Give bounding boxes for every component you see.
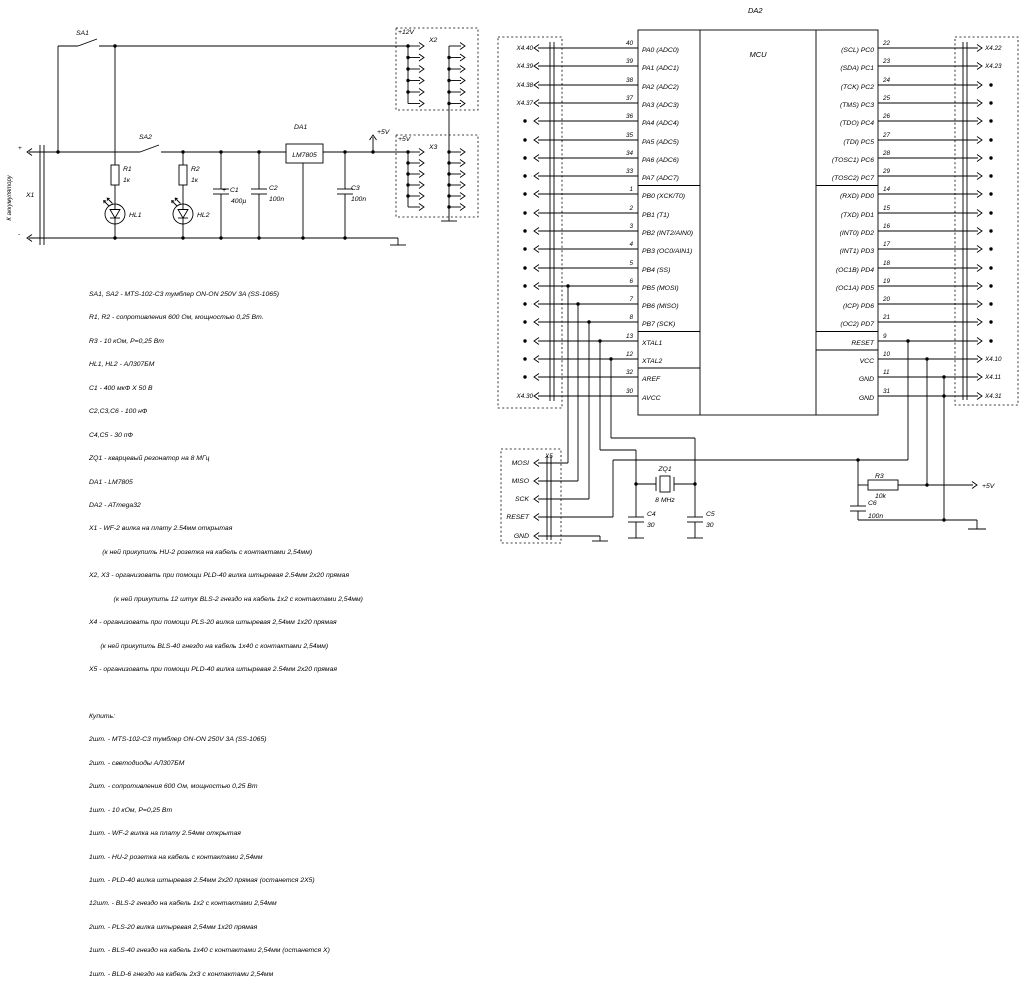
c1-plus: + bbox=[222, 187, 226, 194]
pin-number: 2 bbox=[629, 205, 633, 212]
parts-list-line: 1шт. - WF-2 вилка на плату 2.54мм открытая bbox=[89, 830, 241, 838]
pin-label: PA7 (ADC7) bbox=[642, 175, 679, 182]
pin-number: 30 bbox=[625, 388, 633, 395]
power-circuit-wires bbox=[27, 39, 410, 245]
pin-label: (SCL) PC0 bbox=[841, 47, 874, 54]
c4-value: 30 bbox=[647, 522, 655, 529]
pin-number: 36 bbox=[625, 113, 633, 120]
pin-label: (TXD) PD1 bbox=[840, 212, 874, 219]
x5-pin-label: SCK bbox=[515, 496, 529, 503]
c1-ref: C1 bbox=[230, 187, 239, 194]
x5-pin-label: MISO bbox=[511, 478, 529, 485]
parts-list-line: (к ней прикупить HU-2 розетка на кабель с контактами 2,54мм) bbox=[89, 548, 313, 556]
pin-number: 20 bbox=[883, 296, 891, 303]
parts-list-line: 2шт. - сопротивления 600 Ом, мощностью 0,25 Вт bbox=[89, 783, 258, 791]
pin-number: 39 bbox=[625, 58, 633, 65]
parts-list-line: 2шт. - светодиоды АЛ307БМ bbox=[89, 759, 185, 767]
hl1-ref: HL1 bbox=[129, 212, 142, 219]
parts-list-line: 1шт. - 10 кОм, P=0,25 Вт bbox=[89, 806, 173, 814]
parts-list-line: DA2 - ATmega32 bbox=[89, 501, 141, 509]
pin-number: 25 bbox=[883, 95, 891, 102]
pin-number: 7 bbox=[629, 296, 633, 303]
pin-number: 35 bbox=[625, 132, 633, 139]
parts-list-line: Купить: bbox=[89, 712, 115, 720]
parts-list-line: C2,C3,C6 - 100 нФ bbox=[89, 408, 148, 416]
pin-number: 4 bbox=[629, 241, 633, 248]
parts-list-line: 12шт. - BLS-2 гнездо на кабель 1x2 с контактами 2,54мм bbox=[89, 900, 277, 908]
connector-x4-wires bbox=[498, 37, 1018, 408]
pin-number: 29 bbox=[883, 168, 891, 175]
parts-list-line: 1шт. - PLD-40 вилка штыревая 2.54мм 2x20 прямая (останется 2X5) bbox=[89, 876, 315, 884]
parts-list-line: DA1 - LM7805 bbox=[89, 478, 133, 486]
parts-list-line: X5 - организовать при помощи PLD-40 вилка штыревая 2.54мм 2x20 прямая bbox=[89, 666, 338, 673]
pin-label: (TOSC1) PC6 bbox=[831, 157, 874, 164]
x2-title: X2 bbox=[429, 37, 438, 44]
r2-ref: R2 bbox=[191, 166, 200, 173]
pin-number: 10 bbox=[883, 351, 891, 358]
pin-number: 27 bbox=[883, 132, 891, 139]
connector-pin-label: X4.11 bbox=[985, 374, 1001, 381]
connector-x2-x3-wires bbox=[396, 28, 478, 221]
mcu-pin-texts bbox=[516, 40, 1002, 402]
parts-list-line: 2шт. - PLS-20 вилка штыревая 2,54мм 1x20 прямая bbox=[89, 923, 258, 931]
pin-label: (INT0) PD2 bbox=[839, 230, 874, 237]
pin-number: 18 bbox=[883, 260, 891, 267]
parts-list-line: R1, R2 - сопротивления 600 Ом, мощностью 0,25 Вт. bbox=[89, 314, 264, 322]
reset-plus5v-label: +5V bbox=[982, 483, 995, 490]
pin-label: AVCC bbox=[642, 395, 661, 402]
parts-list-line: X1 - WF-2 вилка на плату 2.54мм открытая bbox=[89, 525, 233, 533]
r1-value: 1к bbox=[123, 177, 130, 184]
pin-label: (TDO) PC4 bbox=[840, 120, 874, 127]
x5-pin-label: MOSI bbox=[511, 460, 529, 467]
pin-number: 26 bbox=[883, 113, 891, 120]
mcu-label: MCU bbox=[749, 50, 767, 59]
parts-list-line: C1 - 400 мкФ X 50 В bbox=[89, 384, 153, 392]
pin-number: 11 bbox=[883, 369, 890, 376]
pin-label: PA0 (ADC0) bbox=[642, 47, 679, 54]
pin-label: PB3 (OC0/AIN1) bbox=[642, 248, 693, 255]
parts-list-line: X4 - организовать при помощи PLS-20 вилка штыревая 2,54мм 1x20 прямая bbox=[89, 619, 337, 627]
pin-number: 33 bbox=[625, 168, 633, 175]
parts-list-line: 1шт. - BLS-40 гнездо на кабель 1x40 с контактами 2,54мм (останется X) bbox=[89, 947, 330, 955]
c2-ref: C2 bbox=[269, 185, 278, 192]
pin-label: (OC1A) PD5 bbox=[835, 285, 874, 292]
pin-number: 9 bbox=[883, 333, 887, 340]
c6-value: 100n bbox=[868, 513, 884, 520]
pin-number: 32 bbox=[625, 369, 633, 376]
parts-list-line bbox=[89, 688, 469, 697]
pin-number: 23 bbox=[883, 58, 891, 65]
pin-label: PB5 (MOSI) bbox=[642, 285, 679, 292]
pin-label: PA4 (ADC4) bbox=[642, 120, 679, 127]
pin-label: (TMS) PC3 bbox=[840, 102, 874, 109]
c1-value: 400µ bbox=[231, 198, 247, 205]
pin-label: RESET bbox=[851, 340, 874, 347]
pin-number: 16 bbox=[883, 223, 891, 230]
x1-plus-label: + bbox=[18, 145, 22, 152]
pin-label: (TDI) PC5 bbox=[843, 139, 874, 146]
x1-title: X1 bbox=[26, 192, 35, 199]
pin-label: (INT1) PD3 bbox=[839, 248, 874, 255]
hl2-ref: HL2 bbox=[197, 212, 210, 219]
parts-list-line: 1шт. - HU-2 розетка на кабель с контактами 2,54мм bbox=[89, 853, 263, 861]
pin-number: 5 bbox=[629, 260, 633, 267]
pin-number: 24 bbox=[883, 77, 891, 84]
pin-number: 38 bbox=[625, 77, 633, 84]
pin-label: PA1 (ADC1) bbox=[642, 65, 679, 72]
x1-note: К аккумулятору bbox=[7, 175, 13, 221]
pin-label: (TCK) PC2 bbox=[840, 84, 874, 91]
connector-pin-label: X4.10 bbox=[985, 356, 1002, 363]
da1-ref: DA1 bbox=[294, 124, 308, 131]
parts-list-line: HL1, HL2 - АЛ307БМ bbox=[89, 361, 155, 369]
plus5v-label: +5V bbox=[377, 129, 390, 136]
parts-list-line: 1шт. - BLD-6 гнездо на кабель 2x3 с контактами 2,54мм bbox=[89, 970, 274, 978]
parts-list-line: (к ней прикупить 12 штук BLS-2 гнездо на кабель 1x2 с контактами 2,54мм) bbox=[89, 595, 363, 603]
pin-number: 8 bbox=[629, 314, 633, 321]
pin-number: 6 bbox=[629, 278, 633, 285]
zq1-ref: ZQ1 bbox=[658, 466, 672, 473]
pin-number: 40 bbox=[625, 40, 633, 47]
connector-pin-label: X4.30 bbox=[516, 393, 533, 400]
x3-rail-label: +5V bbox=[398, 136, 411, 143]
pin-label: (ICP) PD6 bbox=[843, 303, 874, 310]
pin-number: 31 bbox=[883, 388, 891, 395]
pin-label: AREF bbox=[642, 376, 661, 383]
pin-number: 15 bbox=[883, 205, 891, 212]
r1-ref: R1 bbox=[123, 166, 132, 173]
pin-number: 37 bbox=[625, 95, 633, 102]
da1-part: LM7805 bbox=[292, 152, 317, 159]
pin-label: (OC2) PD7 bbox=[840, 321, 874, 328]
pin-number: 19 bbox=[883, 278, 891, 285]
connector-pin-label: X4.22 bbox=[985, 45, 1002, 52]
sa2-label: SA2 bbox=[139, 134, 152, 141]
parts-list-line: SA1, SA2 - MTS-102-C3 тумблер ON-ON 250V 3A (SS-1065) bbox=[89, 291, 280, 298]
connector-pin-label: X4.23 bbox=[985, 63, 1002, 70]
pin-label: PA5 (ADC5) bbox=[642, 139, 679, 146]
c6-ref: C6 bbox=[868, 500, 877, 507]
parts-list-line: C4,C5 - 30 пФ bbox=[89, 431, 133, 439]
c5-ref: C5 bbox=[706, 511, 715, 518]
x5-title: X5 bbox=[545, 453, 553, 460]
pin-label: (RXD) PD0 bbox=[840, 193, 874, 200]
parts-list-line: ZQ1 - кварцевый резонатор на 8 МГц bbox=[89, 455, 210, 463]
pin-number: 28 bbox=[883, 150, 891, 157]
connector-pin-label: X4.39 bbox=[516, 63, 533, 70]
zq1-value: 8 MHz bbox=[655, 497, 675, 504]
pin-number: 17 bbox=[883, 241, 891, 248]
pin-number: 22 bbox=[883, 40, 891, 47]
x5-pin-label: RESET bbox=[506, 514, 529, 521]
pin-label: XTAL1 bbox=[642, 340, 663, 347]
x3-title: X3 bbox=[429, 144, 438, 151]
c3-ref: C3 bbox=[351, 185, 360, 192]
connector-pin-label: X4.37 bbox=[516, 100, 533, 107]
r3-ref: R3 bbox=[875, 473, 884, 480]
mcu-ref: DA2 bbox=[748, 6, 763, 15]
sa1-label: SA1 bbox=[76, 30, 89, 37]
pin-label: XTAL2 bbox=[642, 358, 663, 365]
parts-list-line: (к ней прикупить BLS-40 гнездо на кабель 1x40 с контактами 2,54мм) bbox=[89, 642, 329, 650]
bottom-circuit-wires bbox=[501, 284, 986, 543]
pin-label: PB6 (MISO) bbox=[642, 303, 679, 310]
pin-number: 13 bbox=[625, 333, 633, 340]
c3-value: 100n bbox=[351, 196, 367, 203]
mcu-pin-wires bbox=[534, 45, 982, 400]
parts-list-line: 2шт. - MTS-102-C3 тумблер ON-ON 250V 3A (SS-1065) bbox=[89, 736, 267, 744]
pin-label: GND bbox=[858, 376, 874, 383]
c5-value: 30 bbox=[706, 522, 714, 529]
pin-number: 3 bbox=[629, 223, 633, 230]
pin-label: PA3 (ADC3) bbox=[642, 102, 679, 109]
parts-list bbox=[89, 276, 469, 986]
pin-label: (OC1B) PD4 bbox=[835, 267, 874, 274]
pin-label: PA2 (ADC2) bbox=[642, 84, 679, 91]
c4-ref: C4 bbox=[647, 511, 656, 518]
connector-pin-label: X4.31 bbox=[985, 393, 1002, 400]
x1-minus-label: - bbox=[18, 231, 21, 238]
pin-label: PB2 (INT2/AIN0) bbox=[642, 230, 693, 237]
pin-label: PB0 (XCK/T0) bbox=[642, 193, 686, 200]
parts-list-line: R3 - 10 кОм, P=0,25 Вт bbox=[89, 337, 164, 345]
pin-label: GND bbox=[858, 395, 874, 402]
pin-label: (SDA) PC1 bbox=[840, 65, 874, 72]
connector-pin-label: X4.38 bbox=[516, 82, 533, 89]
pin-label: PB4 (SS) bbox=[642, 267, 671, 274]
pin-number: 1 bbox=[629, 186, 633, 193]
pin-number: 34 bbox=[625, 150, 633, 157]
pin-label: (TOSC2) PC7 bbox=[831, 175, 874, 182]
r3-value: 10k bbox=[875, 493, 886, 500]
pin-number: 14 bbox=[883, 186, 891, 193]
c2-value: 100n bbox=[269, 196, 285, 203]
pin-label: PA6 (ADC6) bbox=[642, 157, 679, 164]
pin-number: 12 bbox=[625, 351, 633, 358]
pin-label: VCC bbox=[859, 358, 874, 365]
r2-value: 1к bbox=[191, 177, 198, 184]
x2-rail-label: +12V bbox=[398, 29, 415, 36]
pin-number: 21 bbox=[883, 314, 891, 321]
parts-list-line: X2, X3 - организовать при помощи PLD-40 вилка штыревая 2.54мм 2x20 прямая bbox=[89, 572, 350, 580]
x5-pin-label: GND bbox=[513, 533, 529, 540]
pin-label: PB1 (T1) bbox=[642, 212, 670, 219]
pin-label: PB7 (SCK) bbox=[642, 321, 676, 328]
connector-pin-label: X4.40 bbox=[516, 45, 533, 52]
